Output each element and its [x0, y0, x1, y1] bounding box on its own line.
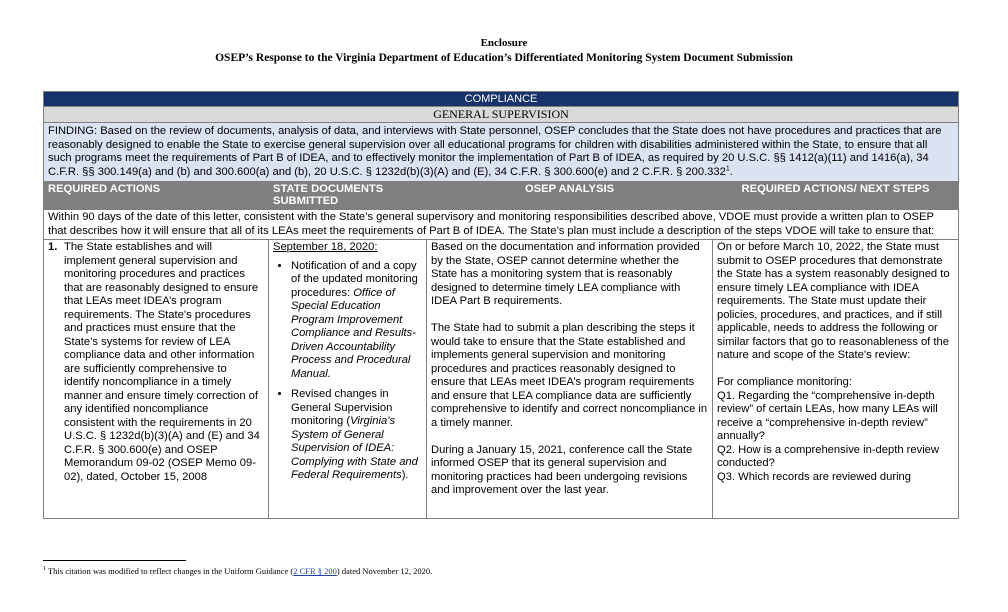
question-item: Q2. How is a comprehensive in-depth review conducted? — [717, 443, 939, 469]
footnote-link[interactable]: 2 CFR § 200 — [293, 566, 337, 576]
general-supervision-header: GENERAL SUPERVISION — [44, 107, 959, 123]
footnote-divider — [43, 560, 186, 561]
footnote — [43, 566, 432, 576]
next-steps-paragraph: On or before March 10, 2022, the State must submit to OSEP procedures that demonstrate the State has a system reasonably designed to ensure timely LEA compliance with IDEA requirements. The State must update their policies, procedures, and practices, and if still applicable, needs to address the following or similar factors that go to reasonableness of the nature and scope of the State’s review: — [717, 241, 950, 361]
required-action-text: The State establishes and will implement general supervision and monitoring procedures and practices that are reasonably designed to ensure that LEAs meet IDEA’s program requirements. The State’s procedures and practices must ensure that the State’s systems for review of LEA compliance data and other information are sufficiently comprehensive to identify noncompliance in a timely manner and ensure timely correction of any identified noncompliance consistent with the requirements in 20 U.S.C. § 1232d(b)(3)(A) and (E) and 34 C.F.R. § 300.600(e) and OSEP Memorandum 09-02 (OSEP Memo 09-02), dated, October 15, 2008 — [64, 241, 260, 483]
submission-date: September 18, 2020: — [273, 241, 378, 253]
document-title: OSEP’s Response to the Virginia Department of Education’s Differentiated Monitoring System Document Submission — [215, 52, 793, 64]
question-item: Q3. Which records are reviewed during — [717, 470, 912, 483]
column-header-state-documents: STATE DOCUMENTS SUBMITTED — [269, 182, 427, 210]
footnote-text: This citation was modified to reflect changes in the Uniform Guidance ( — [46, 566, 294, 576]
analysis-paragraph: The State had to submit a plan describing the steps it would take to ensure that the State established and implements general supervision and monitoring procedures and practices reasonably designed to ensure that LEAs meet IDEA’s program requirements and ensure that LEA compliance data are sufficiently comprehensive to identify and correct noncompliance in a timely manner. — [431, 322, 708, 429]
compliance-table — [43, 91, 959, 519]
analysis-paragraph: Based on the documentation and information provided by the State, OSEP cannot determine whether the State has a monitoring system that is reasonably designed to determine timely LEA compliance with IDEA Part B requirements. — [431, 241, 700, 307]
column-header-osep-analysis: OSEP ANALYSIS — [427, 182, 713, 210]
finding-period: . — [729, 165, 733, 178]
osep-analysis-cell — [427, 240, 713, 519]
doc-title: Office of Special Education Program Improvement Compliance and Results-Driven Accountability Process and Procedural Manual. — [291, 286, 416, 380]
footnote-mark: 1 — [43, 566, 46, 573]
item-number: 1. — [48, 241, 58, 253]
list-item — [291, 260, 422, 382]
required-action-cell — [44, 240, 269, 519]
documents-list — [273, 260, 422, 483]
footnote-text-end: ) dated November 12, 2020. — [336, 566, 433, 576]
column-header-next-steps: REQUIRED ACTIONS/ NEXT STEPS — [713, 182, 959, 210]
doc-suffix: ). — [401, 469, 409, 481]
finding-text — [44, 123, 959, 182]
footnote-ref[interactable]: 1 — [725, 164, 730, 172]
list-item — [291, 388, 422, 483]
question-item: Q1. Regarding the “comprehensive in-depth review” of certain LEAs, how many LEAs will receive a “comprehensive in-depth review” annually? — [717, 389, 938, 442]
doc-description: Notification of and a copy of the updated monitoring procedures: — [291, 259, 418, 299]
state-documents-cell — [269, 240, 427, 519]
column-header-required-actions: REQUIRED ACTIONS — [44, 182, 269, 210]
finding-body: FINDING: Based on the review of documents, analysis of data, and interviews with State personnel, OSEP concludes that the State does not have procedures and practices that are reasonably designed to enable the State to exercise general supervision over all educational programs for children with disabilities administered within the State, to ensure that all such programs meet the requirements of Part B of IDEA, and to effectively monitor the implementation of Part B of IDEA, as required by 20 U.S.C. §§ 1412(a)(11) and 1416(a), 34 C.F.R. §§ 300.149(a) and (b) and 300.600(a) and (b), 20 U.S.C. § 1232d(b)(3)(A) and (E), 34 C.F.R. § 300.600(e) and 2 C.F.R. § 200.332 — [48, 125, 942, 178]
compliance-header: COMPLIANCE — [44, 92, 959, 107]
next-steps-cell — [713, 240, 959, 519]
table-row — [44, 240, 959, 519]
next-steps-heading: For compliance monitoring: — [717, 376, 852, 388]
analysis-paragraph: During a January 15, 2021, conference call the State informed OSEP that its general supervision and monitoring practices had been undergoing revisions and improvement over the last year. — [431, 443, 693, 496]
doc-title: Virginia’s System of General Supervision of IDEA: Complying with State and Federal Requirements — [291, 415, 418, 481]
intro-text: Within 90 days of the date of this letter, consistent with the State’s general supervisory and monitoring responsibilities described above, VDOE must provide a written plan to OSEP that describes how it will ensure that all of its LEAs meet the requirements of Part B of IDEA. The State’s plan must include a description of the steps VDOE will take to ensure that: — [44, 210, 959, 240]
enclosure-label: Enclosure — [480, 37, 528, 49]
doc-description: Revised changes in General Supervision monitoring ( — [291, 388, 393, 427]
